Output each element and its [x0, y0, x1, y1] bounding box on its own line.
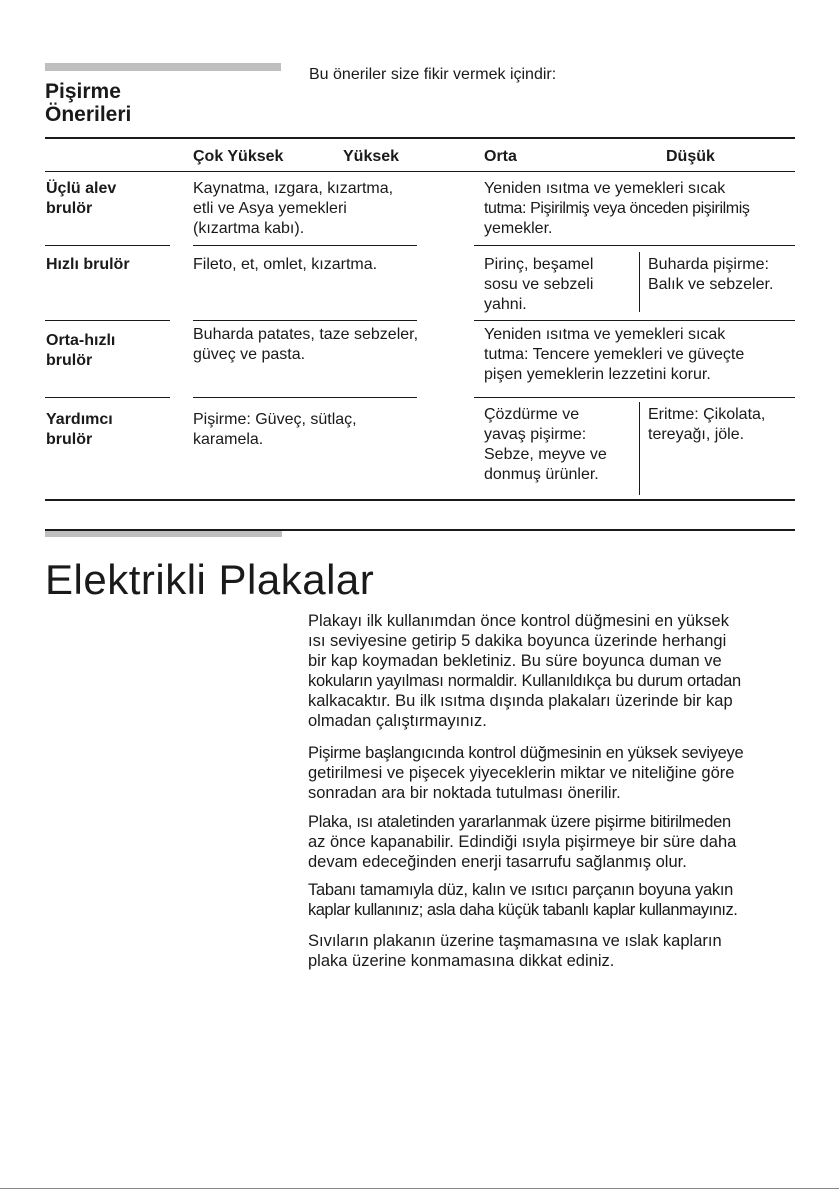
row-rule-label-3	[45, 397, 170, 398]
paragraph-5: Sıvıların plakanın üzerine taşmamasına ve ıslak kapların plaka üzerine konmamasına dikkat ediniz.	[308, 932, 722, 970]
column-divider-row-4	[639, 402, 640, 495]
cell-yardimci-low: Eritme: Çikolata, tereyağı, jöle.	[648, 406, 766, 443]
intro-text: Bu öneriler size fikir vermek içindir:	[309, 66, 557, 83]
row-label-orta-hizli: Orta-hızlı brulör	[46, 332, 116, 369]
section-title-line-2: Önerileri	[45, 103, 132, 126]
section-title	[45, 80, 131, 126]
row-rule-high-2	[193, 320, 417, 321]
table-top-rule	[45, 137, 795, 139]
paragraph-1: Plakayı ilk kullanımdan önce kontrol düğmesini en yüksek ısı seviyesine getirip 5 dakika boyunca üzerinde herhangi bir kap koymadan bekletiniz. Bu süre boyunca duman ve kokuların yayılması normaldir. Kullanıldıkça bu durum ortadan kalkacaktır. Bu ilk ısıtma dışında plakaları üzerinde bir kap olmadan çalıştırmayınız.	[308, 612, 741, 730]
paragraph-2: Pişirme başlangıcında kontrol düğmesinin en yüksek seviyeye getirilmesi ve pişecek yiyeceklerin miktar ve niteliğine göre sonradan ara bir noktada tutulması önerilir.	[308, 744, 744, 802]
row-label-hizli: Hızlı brulör	[46, 256, 130, 273]
header-cok-yuksek: Çok Yüksek	[193, 148, 284, 165]
cell-orta-hizli-high: Buharda patates, taze sebzeler, güveç ve pasta.	[193, 326, 419, 363]
cell-yardimci-mid: Çözdürme ve yavaş pişirme: Sebze, meyve ve donmuş ürünler.	[484, 406, 607, 483]
header-rule	[45, 171, 795, 172]
column-divider-row-2	[639, 252, 640, 312]
section-heading-bar	[45, 63, 281, 71]
cell-hizli-mid: Pirinç, beşamel sosu ve sebzeli yahni.	[484, 256, 594, 313]
section2-title: Elektrikli Plakalar	[45, 556, 375, 603]
row-rule-mid-1	[474, 245, 795, 246]
row-label-yardimci: Yardımcı brulör	[46, 411, 113, 448]
table-bottom-rule	[45, 499, 795, 501]
row-rule-label-2	[45, 320, 170, 321]
page-bottom-rule	[0, 1188, 839, 1189]
cell-hizli-low: Buharda pişirme: Balık ve sebzeler.	[648, 256, 774, 293]
cell-yardimci-high: Pişirme: Güveç, sütlaç, karamela.	[193, 411, 357, 448]
row-label-uclu-alev: Üçlü alev brulör	[46, 180, 117, 217]
header-yuksek: Yüksek	[343, 148, 400, 165]
section-title-line-1: Pişirme	[45, 80, 121, 103]
cell-uclu-alev-mid: Yeniden ısıtma ve yemekleri sıcak tutma: Pişirilmiş veya önceden pişirilmiş yemekler.	[484, 180, 750, 237]
row-rule-mid-3	[474, 397, 795, 398]
header-dusuk: Düşük	[666, 148, 715, 165]
paragraph-4: Tabanı tamamıyla düz, kalın ve ısıtıcı parçanın boyuna yakın kaplar kullanınız; asla daha küçük tabanlı kaplar kullanmayınız.	[308, 881, 738, 919]
cell-hizli-high: Fileto, et, omlet, kızartma.	[193, 256, 378, 273]
paragraph-3: Plaka, ısı ataletinden yararlanmak üzere pişirme bitirilmeden az önce kapanabilir. Edindiği ısıyla pişirmeye bir süre daha devam edeceğinden enerji tasarrufu sağlanmış olur.	[308, 813, 737, 871]
row-rule-mid-2	[474, 320, 795, 321]
cell-uclu-alev-high: Kaynatma, ızgara, kızartma, etli ve Asya yemekleri (kızartma kabı).	[193, 180, 394, 237]
row-rule-high-3	[193, 397, 417, 398]
section2-heading-bar	[45, 531, 282, 537]
header-orta: Orta	[484, 148, 517, 165]
row-rule-label-1	[45, 245, 170, 246]
row-rule-high-1	[193, 245, 417, 246]
cell-orta-hizli-mid: Yeniden ısıtma ve yemekleri sıcak tutma: Tencere yemekleri ve güveçte pişen yemeklerin lezzetini korur.	[484, 326, 745, 383]
